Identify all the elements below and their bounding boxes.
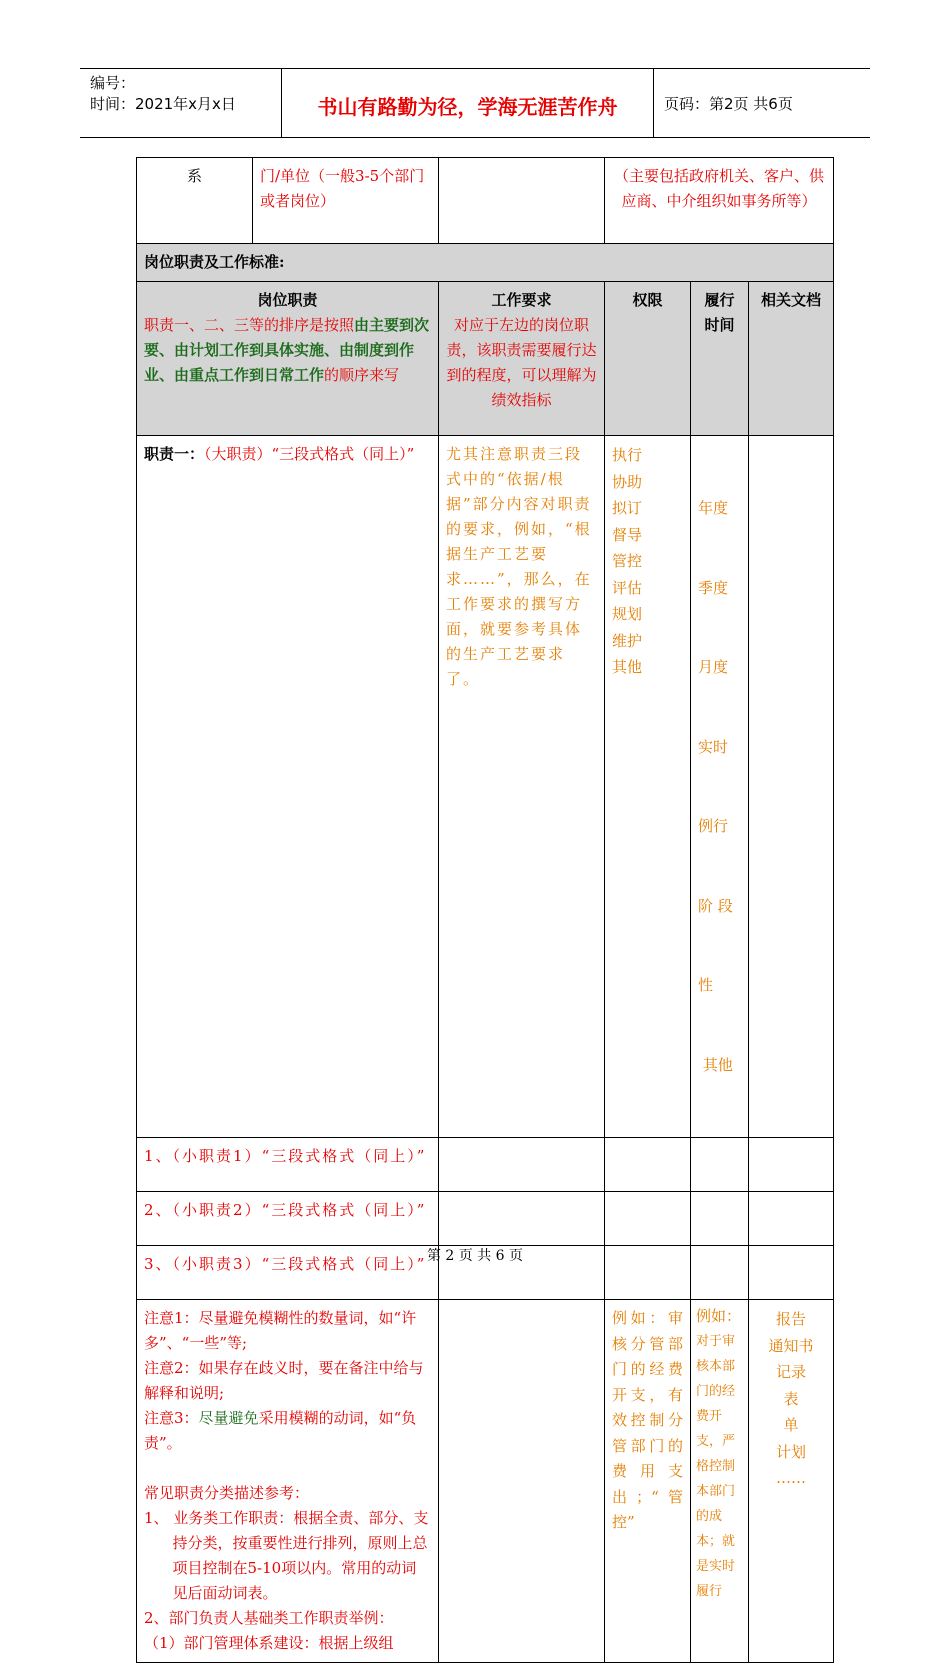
cell-external-note: （主要包括政府机关、客户、供应商、中介组织如事务所等）	[605, 158, 834, 244]
note-3: 注意3：尽量避免采用模糊的动词，如“负责”。	[144, 1409, 417, 1452]
duty1-cell: 职责一：（大职责）“三段式格式（同上）”	[137, 436, 439, 1138]
duty1-time: 年度 季度 月度 实时 例行 阶 段 性 其他	[691, 436, 749, 1138]
note-1: 注意1：尽量避免模糊性的数量词，如“许多”、“一些”等;	[144, 1309, 417, 1352]
reference-3: （1）部门管理体系建设：根据上级组	[144, 1634, 394, 1652]
cell-empty	[439, 158, 605, 244]
section-title-row	[137, 244, 834, 282]
page-footer: 第 2 页 共 6 页	[426, 1248, 524, 1264]
example-time: 例如： 对于审核本部门的经费开支，严格控制本部门的成本；就是实时履行	[691, 1300, 749, 1663]
table-row-top	[137, 158, 834, 244]
cell-department-note: 门/单位（一般3-5个部门或者岗位）	[253, 158, 439, 244]
column-docs: 相关文档	[749, 282, 834, 436]
requirement-header-cell	[439, 282, 605, 436]
duty-table	[136, 157, 834, 1663]
notes-row	[137, 1300, 834, 1663]
sub-duty-row	[137, 1192, 834, 1246]
note-2: 注意2：如果存在歧义时，要在备注中给与解释和说明;	[144, 1359, 424, 1402]
page-header	[80, 68, 870, 138]
duty1-authority: 执行 协助 拟订 督导 管控 评估 规划 维护 其他	[605, 436, 691, 1138]
header-motto: 书山有路勤为径，学海无涯苦作舟	[281, 69, 654, 137]
docs-list: 报告 通知书 记录 表 单 计划 ……	[749, 1300, 834, 1663]
reference-2: 2、部门负责人基础类工作职责举例：	[144, 1609, 394, 1627]
header-meta	[80, 69, 281, 137]
reference-1: 1、 业务类工作职责：根据全责、部分、支持分类，按重要性进行排列，原则上总项目控制在5-10项以内。常用的动词见后面动词表。	[144, 1509, 429, 1602]
notes-cell	[137, 1300, 439, 1663]
time-label: 时间：2021年x月x日	[90, 95, 236, 113]
column-time: 履行时间	[691, 282, 749, 436]
requirement-note: 对应于左边的岗位职责，该职责需要履行达到的程度，可以理解为绩效指标	[446, 316, 597, 409]
duty1-requirement: 尤其注意职责三段式中的“依据/根据”部分内容对职责的要求，例如，“根据生产工艺要求……”，那么，在工作要求的撰写方面，就要参考具体的生产工艺要求了。	[439, 436, 605, 1138]
duty-header-cell	[137, 282, 439, 436]
sub-duty-row	[137, 1138, 834, 1192]
duty1-docs	[749, 436, 834, 1138]
column-header-row	[137, 282, 834, 436]
sub-duty-1: 1、（小职责1）“三段式格式（同上）”	[137, 1138, 439, 1192]
column-duty: 岗位职责	[257, 291, 318, 309]
duty-order-note: 职责一、二、三等的排序是按照由主要到次要、由计划工作到具体实施、由制度到作业、由重点工作到日常工作的顺序来写	[144, 316, 430, 384]
example-authority: 例如：审核分管部门的经费开支，有效控制分管部门的费用支出；“管控”	[605, 1300, 691, 1663]
duty1-row	[137, 436, 834, 1138]
number-label: 编号：	[90, 74, 136, 92]
column-authority: 权限	[605, 282, 691, 436]
sub-duty-2: 2、（小职责2）“三段式格式（同上）”	[137, 1192, 439, 1246]
column-requirement: 工作要求	[491, 291, 552, 309]
reference-title: 常见职责分类描述参考：	[144, 1484, 310, 1502]
sub-duty-3: 3、（小职责3）“三段式格式（同上）”	[137, 1246, 439, 1300]
section-title: 岗位职责及工作标准:	[137, 244, 834, 282]
header-page-number: 页码：第2页 共6页	[664, 95, 793, 113]
cell-relation: 系	[137, 158, 253, 244]
